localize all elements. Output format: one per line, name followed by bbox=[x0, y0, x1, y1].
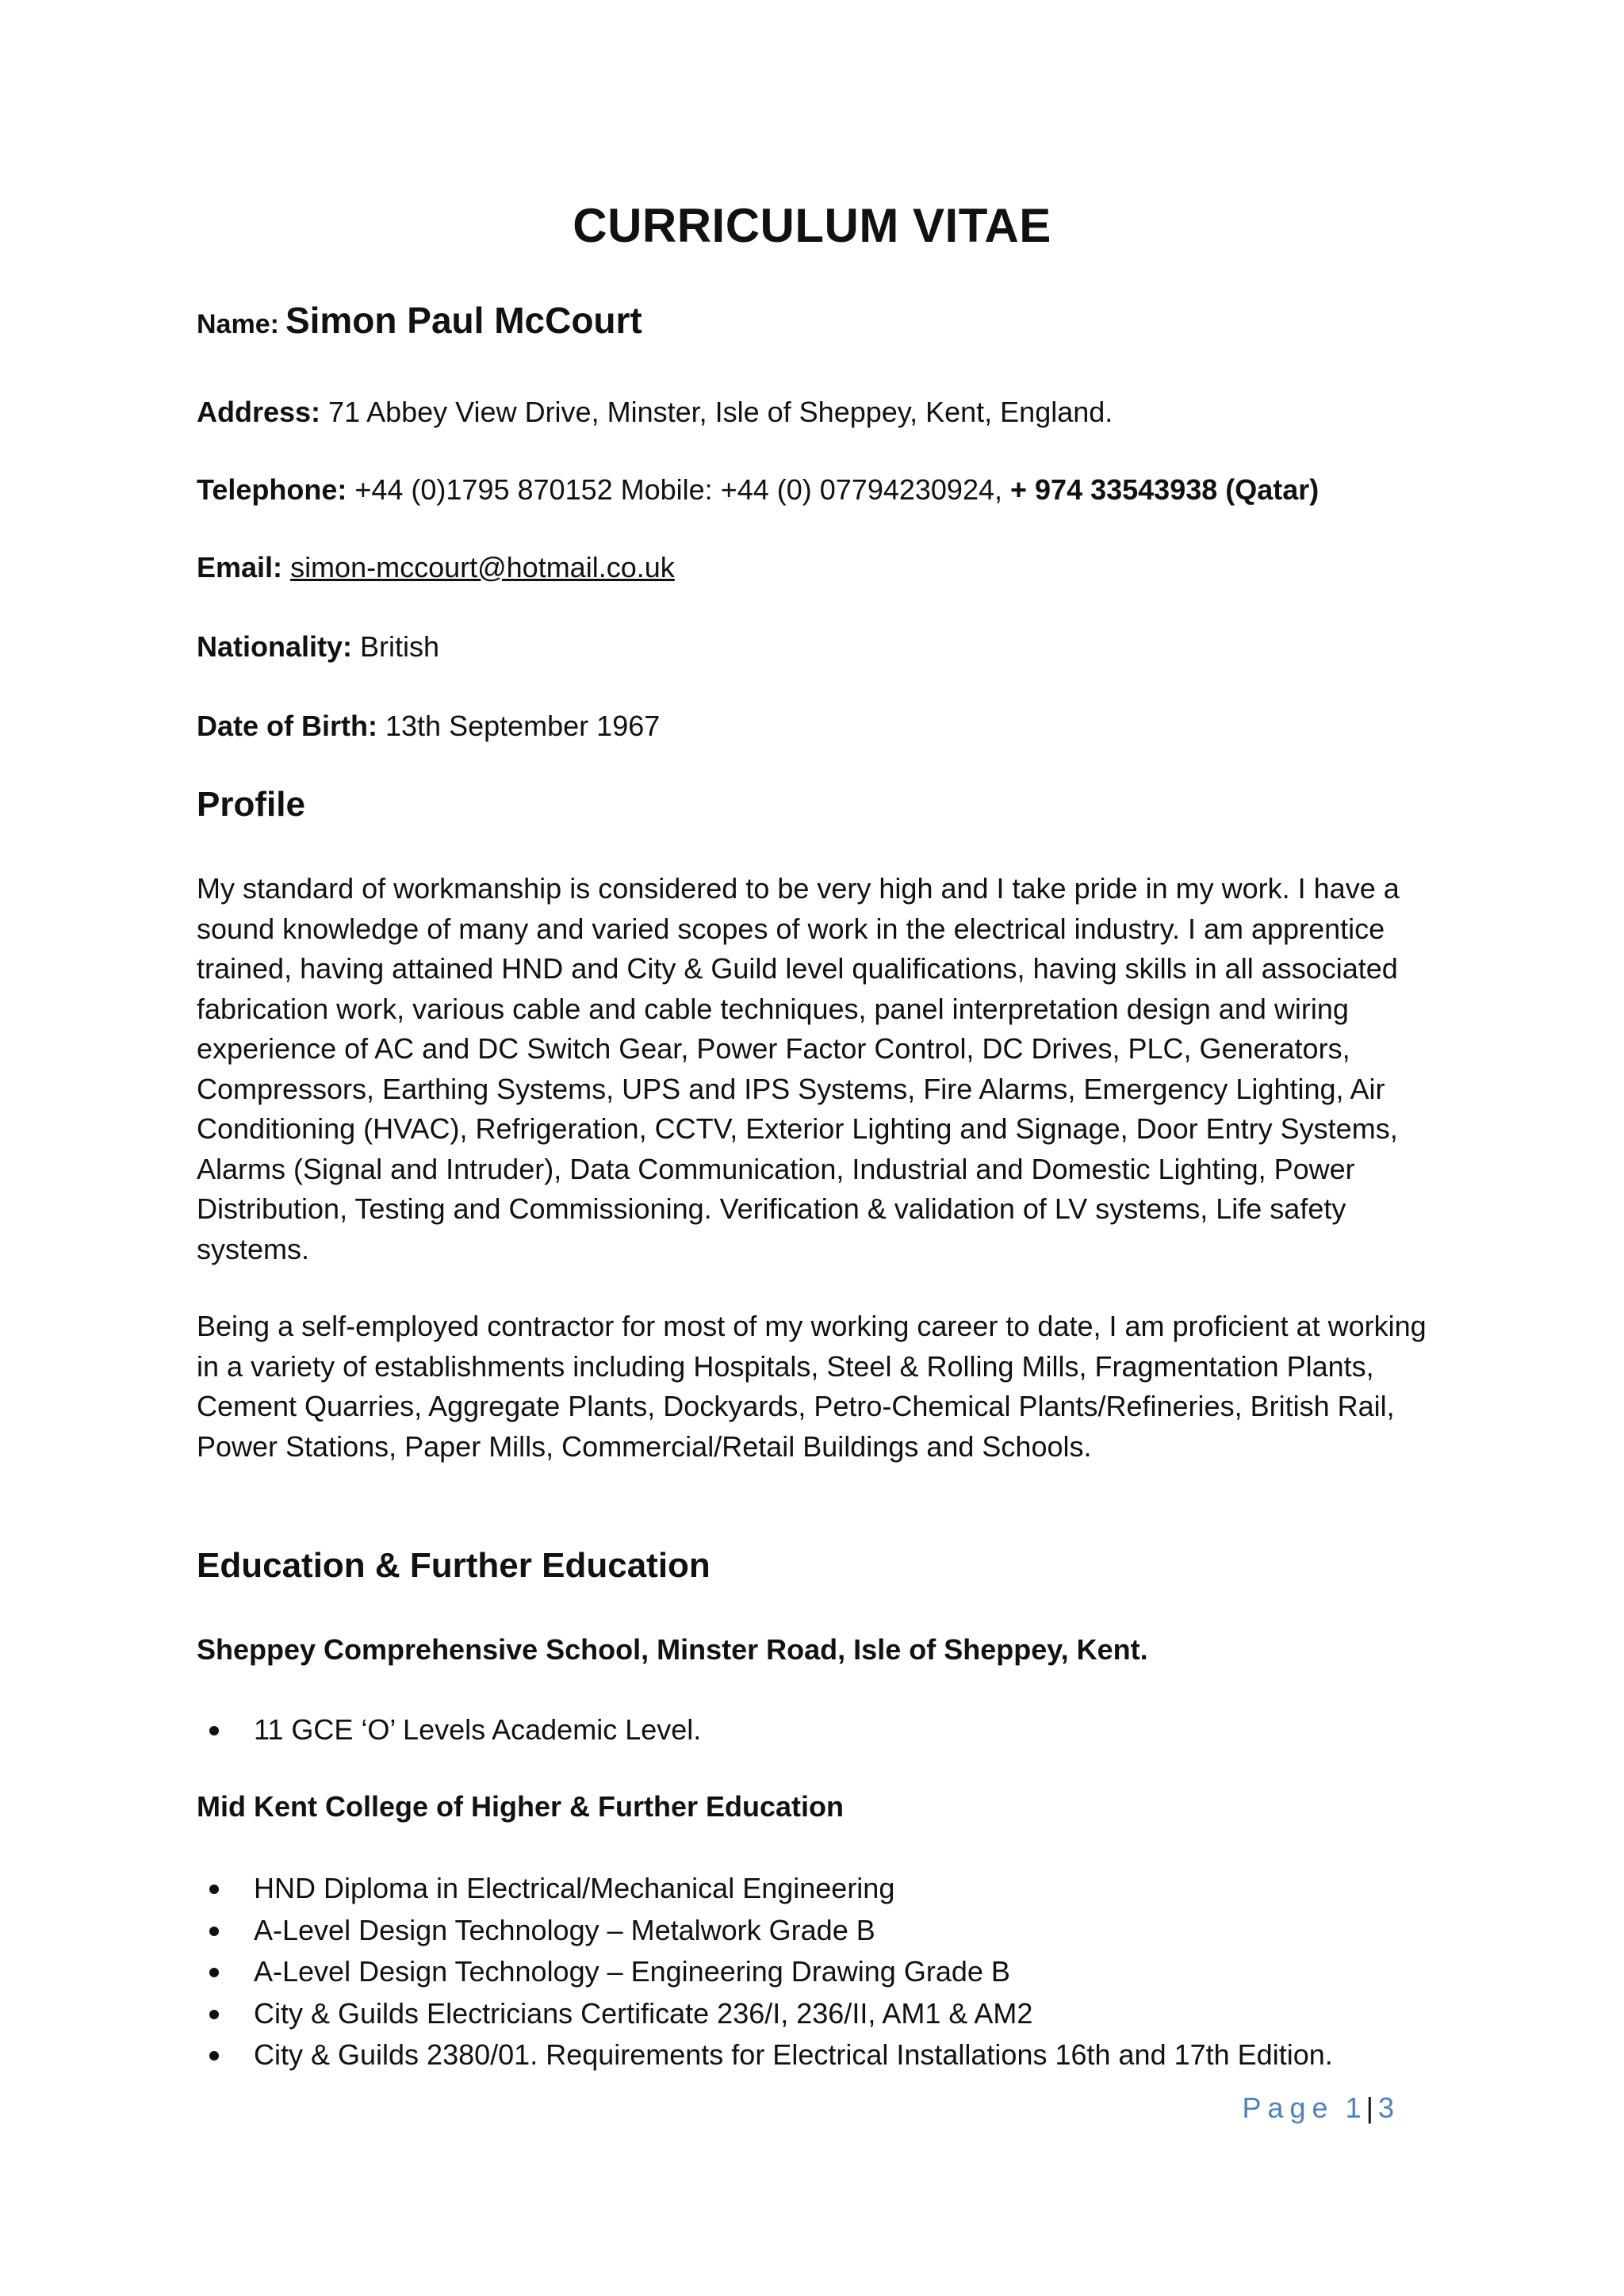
address-label: Address: bbox=[197, 396, 321, 428]
page-number: 1 bbox=[1345, 2091, 1362, 2124]
list-item-text: 11 GCE ‘O’ Levels Academic Level. bbox=[254, 1713, 702, 1746]
dob-field bbox=[197, 709, 660, 744]
page-footer bbox=[1243, 2091, 1395, 2125]
bullet-icon bbox=[209, 2010, 219, 2019]
name-field bbox=[197, 300, 642, 342]
nationality-value: British bbox=[352, 630, 440, 663]
telephone-qatar: + 974 33543938 (Qatar) bbox=[1010, 473, 1320, 506]
bullet-icon bbox=[209, 1726, 219, 1735]
nationality-field bbox=[197, 629, 439, 664]
list-item-text: A-Level Design Technology – Engineering Drawing Grade B bbox=[254, 1955, 1010, 1988]
dob-value: 13th September 1967 bbox=[377, 710, 661, 742]
name-label: Name bbox=[197, 309, 270, 339]
bullet-icon bbox=[209, 1927, 219, 1936]
list-item bbox=[197, 1910, 1333, 1952]
bullet-icon bbox=[209, 1968, 219, 1977]
list-item-text: City & Guilds Electricians Certificate 236/I, 236/II, AM1 & AM2 bbox=[254, 1996, 1033, 2030]
school-2-list bbox=[197, 1868, 1333, 2076]
telephone-value: +44 (0)1795 870152 Mobile: +44 (0) 07794230924, bbox=[347, 473, 1010, 506]
college-name: Mid Kent College of Higher & Further Education bbox=[197, 1790, 845, 1823]
dob-label: Date of Birth: bbox=[197, 710, 377, 742]
email-field bbox=[197, 550, 675, 585]
profile-heading: Profile bbox=[197, 785, 305, 824]
email-link[interactable]: simon-mccourt@hotmail.co.uk bbox=[290, 551, 675, 584]
list-item bbox=[197, 1951, 1333, 1993]
list-item bbox=[197, 1993, 1333, 2035]
list-item-text: HND Diploma in Electrical/Mechanical Engineering bbox=[254, 1872, 895, 1904]
page-separator: | bbox=[1365, 2091, 1373, 2124]
bullet-icon bbox=[209, 1885, 219, 1894]
profile-paragraph-2: Being a self-employed contractor for most of my working career to date, I am proficient at working in a variety of establishments including Hospitals, Steel & Rolling Mills, Fragmentation Plants, Cement Quarries, Aggregate Plants, Dockyards, Petro-Chemical Plants/Refineries, British Rail, Power Stations, Paper Mills, Commercial/Retail Buildings and Schools. bbox=[197, 1310, 1427, 1463]
name-value: Simon Paul McCourt bbox=[285, 300, 642, 341]
list-item-text: City & Guilds 2380/01. Requirements for Electrical Installations 16th and 17th Edition. bbox=[254, 2038, 1333, 2071]
education-heading: Education & Further Education bbox=[197, 1546, 710, 1585]
document-title: CURRICULUM VITAE bbox=[573, 199, 1051, 252]
nationality-label: Nationality: bbox=[197, 630, 353, 663]
list-item bbox=[197, 1868, 1333, 1910]
page-word: Page bbox=[1242, 2091, 1335, 2124]
bullet-icon bbox=[209, 2051, 219, 2061]
school-1-list bbox=[197, 1709, 701, 1751]
email-label: Email: bbox=[197, 551, 283, 584]
profile-paragraph-1: My standard of workmanship is considered to be very high and I take pride in my work. I have a sound knowledge of many and varied scopes of work in the electrical industry. I am apprentice trained, having attained HND and City & Guild level qualifications, having skills in all associated fabrication work, various cable and cable techniques, panel interpretation design and wiring experience of AC and DC Switch Gear, Power Factor Control, DC Drives, PLC, Generators, Compressors, Earthing Systems, UPS and IPS Systems, Fire Alarms, Emergency Lighting, Air Conditioning (HVAC), Refrigeration, CCTV, Exterior Lighting and Signage, Door Entry Systems, Alarms (Signal and Intruder), Data Communication, Industrial and Domestic Lighting, Power Distribution, Testing and Commissioning. Verification & validation of LV systems, Life safety systems. bbox=[197, 872, 1400, 1265]
list-item bbox=[197, 1709, 701, 1751]
address-value: 71 Abbey View Drive, Minster, Isle of Sheppey, Kent, England. bbox=[320, 396, 1113, 428]
school-name: Sheppey Comprehensive School, Minster Road, Isle of Sheppey, Kent. bbox=[197, 1633, 1148, 1666]
address-field bbox=[197, 395, 1113, 430]
name-colon: : bbox=[270, 309, 279, 339]
page-total: 3 bbox=[1377, 2091, 1394, 2124]
telephone-field bbox=[197, 473, 1319, 507]
list-item-text: A-Level Design Technology – Metalwork Grade B bbox=[254, 1913, 875, 1946]
list-item bbox=[197, 2034, 1333, 2076]
telephone-label: Telephone: bbox=[197, 473, 347, 506]
